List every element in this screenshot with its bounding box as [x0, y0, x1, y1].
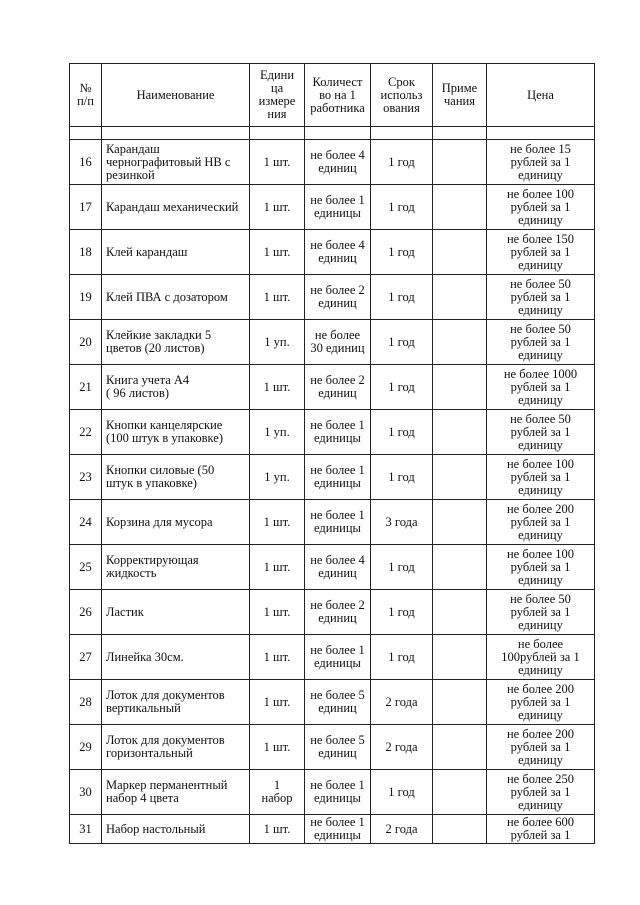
row-number	[70, 635, 102, 680]
table-row	[70, 185, 595, 230]
unit-of-measure	[250, 230, 305, 275]
row-number	[70, 770, 102, 815]
quantity-per-worker-text: не более 1 единицы	[310, 418, 365, 445]
usage-term	[371, 185, 433, 230]
unit-of-measure-text: 1 уп.	[264, 334, 290, 349]
price-cell	[487, 635, 595, 680]
row-number-text: 31	[79, 821, 92, 836]
price-cell	[487, 410, 595, 455]
usage-term-text: 1 год	[388, 199, 415, 214]
item-name-text: Кнопки силовые (50 штук в упаковке)	[106, 463, 215, 490]
header-row	[70, 64, 595, 127]
price-cell-text: не более 15 рублей за 1 единицу	[510, 141, 571, 182]
usage-term-text: 1 год	[388, 469, 415, 484]
item-name-text: Линейка 30см.	[106, 649, 184, 664]
quantity-per-worker	[305, 185, 371, 230]
row-number-text: 22	[79, 424, 92, 439]
usage-term	[371, 230, 433, 275]
unit-of-measure-text: 1 шт.	[263, 604, 291, 619]
quantity-per-worker-text: не более 4 единиц	[310, 238, 365, 265]
item-name-text: Клей ПВА с дозатором	[106, 289, 228, 304]
price-cell-text: не более 100рублей за 1 единицу	[501, 636, 580, 677]
table-row	[70, 635, 595, 680]
usage-term-text: 2 года	[385, 821, 418, 836]
price-cell-text: не более 200 рублей за 1 единицу	[506, 681, 575, 722]
quantity-per-worker	[305, 545, 371, 590]
quantity-per-worker-text: не более 1 единицы	[310, 508, 365, 535]
row-number-text: 21	[79, 379, 92, 394]
usage-term	[371, 140, 433, 185]
usage-term	[371, 635, 433, 680]
quantity-per-worker	[305, 140, 371, 185]
header-term: Срок использ ования	[371, 64, 433, 127]
quantity-per-worker-text: не более 1 единицы	[310, 643, 365, 670]
row-number	[70, 320, 102, 365]
item-name	[102, 725, 250, 770]
table-row	[70, 545, 595, 590]
usage-term	[371, 815, 433, 844]
usage-term-text: 2 года	[385, 694, 418, 709]
price-cell-text: не более 50 рублей за 1 единицу	[510, 411, 571, 452]
usage-term	[371, 365, 433, 410]
item-name	[102, 140, 250, 185]
row-number-text: 24	[79, 514, 92, 529]
price-cell	[487, 545, 595, 590]
quantity-per-worker-text: не более 1 единицы	[310, 778, 365, 805]
item-name	[102, 320, 250, 365]
row-number	[70, 230, 102, 275]
table-row	[70, 230, 595, 275]
usage-term	[371, 590, 433, 635]
usage-term-text: 3 года	[385, 514, 418, 529]
item-name-text: Клей карандаш	[106, 244, 188, 259]
quantity-per-worker-text: не более 4 единиц	[310, 148, 365, 175]
price-cell-text: не более 50 рублей за 1 единицу	[510, 591, 571, 632]
quantity-per-worker-text: не более 5 единиц	[310, 733, 365, 760]
item-name	[102, 545, 250, 590]
row-number-text: 17	[79, 199, 92, 214]
unit-of-measure	[250, 680, 305, 725]
price-cell-text: не более 50 рублей за 1 единицу	[510, 321, 571, 362]
table-row	[70, 500, 595, 545]
unit-of-measure	[250, 500, 305, 545]
item-name	[102, 770, 250, 815]
header-unit: Едини ца измере ния	[250, 64, 305, 127]
header-note: Приме чания	[433, 64, 487, 127]
usage-term-text: 1 год	[388, 604, 415, 619]
unit-of-measure	[250, 275, 305, 320]
table-row	[70, 680, 595, 725]
quantity-per-worker	[305, 320, 371, 365]
quantity-per-worker	[305, 590, 371, 635]
item-name	[102, 500, 250, 545]
spacer-row	[70, 127, 595, 140]
table-row	[70, 725, 595, 770]
table-row	[70, 320, 595, 365]
unit-of-measure	[250, 455, 305, 500]
supplies-table	[69, 63, 595, 844]
quantity-per-worker-text: не более 2 единиц	[310, 283, 365, 310]
unit-of-measure-text: 1 уп.	[264, 469, 290, 484]
usage-term	[371, 320, 433, 365]
quantity-per-worker	[305, 455, 371, 500]
quantity-per-worker	[305, 680, 371, 725]
item-name	[102, 635, 250, 680]
table-row	[70, 455, 595, 500]
quantity-per-worker	[305, 770, 371, 815]
price-cell	[487, 725, 595, 770]
row-number	[70, 365, 102, 410]
usage-term	[371, 680, 433, 725]
usage-term-text: 1 год	[388, 424, 415, 439]
notes-cell	[433, 410, 487, 455]
usage-term-text: 1 год	[388, 784, 415, 799]
notes-cell	[433, 725, 487, 770]
unit-of-measure-text: 1 шт.	[263, 514, 291, 529]
unit-of-measure	[250, 365, 305, 410]
item-name-text: Карандаш чернографитовый НВ с резинкой	[106, 141, 231, 182]
usage-term-text: 1 год	[388, 244, 415, 259]
row-number-text: 20	[79, 334, 92, 349]
item-name-text: Корректирующая жидкость	[106, 553, 199, 580]
item-name	[102, 185, 250, 230]
item-name-text: Набор настольный	[106, 821, 206, 836]
price-cell	[487, 590, 595, 635]
usage-term	[371, 770, 433, 815]
unit-of-measure-text: 1 шт.	[263, 379, 291, 394]
header-num: № п/п	[70, 64, 102, 127]
table-row	[70, 770, 595, 815]
unit-of-measure-text: 1 набор	[261, 778, 293, 805]
notes-cell	[433, 275, 487, 320]
row-number-text: 27	[79, 649, 92, 664]
unit-of-measure-text: 1 шт.	[263, 559, 291, 574]
usage-term	[371, 545, 433, 590]
unit-of-measure	[250, 815, 305, 844]
item-name-text: Ластик	[106, 604, 144, 619]
quantity-per-worker-text: не более 1 единицы	[310, 463, 365, 490]
unit-of-measure	[250, 545, 305, 590]
item-name	[102, 230, 250, 275]
notes-cell	[433, 590, 487, 635]
usage-term	[371, 275, 433, 320]
row-number	[70, 185, 102, 230]
notes-cell	[433, 635, 487, 680]
spacer-cell	[487, 127, 595, 140]
unit-of-measure-text: 1 шт.	[263, 694, 291, 709]
quantity-per-worker-text: не более 30 единиц	[310, 328, 365, 355]
unit-of-measure	[250, 140, 305, 185]
row-number-text: 16	[79, 154, 92, 169]
notes-cell	[433, 815, 487, 844]
row-number	[70, 140, 102, 185]
table-row	[70, 140, 595, 185]
notes-cell	[433, 320, 487, 365]
row-number	[70, 455, 102, 500]
unit-of-measure-text: 1 шт.	[263, 649, 291, 664]
quantity-per-worker	[305, 500, 371, 545]
price-cell-text: не более 100 рублей за 1 единицу	[506, 546, 575, 587]
notes-cell	[433, 545, 487, 590]
price-cell	[487, 365, 595, 410]
price-cell-text: не более 200 рублей за 1 единицу	[506, 501, 575, 542]
quantity-per-worker-text: не более 2 единиц	[310, 598, 365, 625]
usage-term	[371, 410, 433, 455]
item-name-text: Лоток для документов горизонтальный	[106, 733, 225, 760]
quantity-per-worker	[305, 410, 371, 455]
header-qty: Количест во на 1 работника	[305, 64, 371, 127]
quantity-per-worker	[305, 275, 371, 320]
quantity-per-worker	[305, 635, 371, 680]
unit-of-measure-text: 1 шт.	[263, 739, 291, 754]
header-price: Цена	[487, 64, 595, 127]
row-number	[70, 545, 102, 590]
spacer-cell	[305, 127, 371, 140]
usage-term-text: 2 года	[385, 739, 418, 754]
usage-term-text: 1 год	[388, 559, 415, 574]
price-cell-text: не более 200 рублей за 1 единицу	[506, 726, 575, 767]
row-number-text: 18	[79, 244, 92, 259]
price-cell-text: не более 600 рублей за 1	[506, 815, 575, 842]
quantity-per-worker	[305, 815, 371, 844]
unit-of-measure	[250, 185, 305, 230]
spacer-cell	[250, 127, 305, 140]
usage-term	[371, 455, 433, 500]
item-name	[102, 590, 250, 635]
table-row	[70, 590, 595, 635]
item-name-text: Кнопки канцелярские (100 штук в упаковке)	[106, 418, 223, 445]
price-cell-text: не более 50 рублей за 1 единицу	[510, 276, 571, 317]
table-row	[70, 365, 595, 410]
notes-cell	[433, 185, 487, 230]
item-name-text: Книга учета А4 ( 96 листов)	[106, 373, 190, 400]
unit-of-measure-text: 1 шт.	[263, 199, 291, 214]
unit-of-measure-text: 1 шт.	[263, 289, 291, 304]
item-name-text: Лоток для документов вертикальный	[106, 688, 225, 715]
price-cell	[487, 680, 595, 725]
notes-cell	[433, 230, 487, 275]
usage-term-text: 1 год	[388, 334, 415, 349]
item-name	[102, 275, 250, 320]
quantity-per-worker-text: не более 1 единицы	[310, 193, 365, 220]
notes-cell	[433, 770, 487, 815]
item-name-text: Маркер перманентный набор 4 цвета	[106, 778, 228, 805]
spacer-cell	[70, 127, 102, 140]
row-number-text: 28	[79, 694, 92, 709]
price-cell	[487, 320, 595, 365]
quantity-per-worker-text: не более 5 единиц	[310, 688, 365, 715]
notes-cell	[433, 365, 487, 410]
item-name	[102, 680, 250, 725]
row-number-text: 29	[79, 739, 92, 754]
notes-cell	[433, 455, 487, 500]
price-cell	[487, 455, 595, 500]
unit-of-measure-text: 1 шт.	[263, 154, 291, 169]
row-number	[70, 275, 102, 320]
row-number	[70, 500, 102, 545]
row-number-text: 30	[79, 784, 92, 799]
row-number	[70, 725, 102, 770]
item-name-text: Корзина для мусора	[106, 514, 213, 529]
price-cell-text: не более 100 рублей за 1 единицу	[506, 186, 575, 227]
notes-cell	[433, 680, 487, 725]
table-row	[70, 410, 595, 455]
row-number-text: 26	[79, 604, 92, 619]
quantity-per-worker	[305, 230, 371, 275]
usage-term	[371, 500, 433, 545]
unit-of-measure-text: 1 уп.	[264, 424, 290, 439]
price-cell	[487, 140, 595, 185]
table-row	[70, 815, 595, 844]
row-number-text: 23	[79, 469, 92, 484]
unit-of-measure	[250, 725, 305, 770]
quantity-per-worker-text: не более 4 единиц	[310, 553, 365, 580]
row-number-text: 25	[79, 559, 92, 574]
notes-cell	[433, 140, 487, 185]
quantity-per-worker	[305, 365, 371, 410]
row-number	[70, 410, 102, 455]
usage-term-text: 1 год	[388, 289, 415, 304]
unit-of-measure	[250, 635, 305, 680]
price-cell	[487, 275, 595, 320]
spacer-cell	[371, 127, 433, 140]
unit-of-measure	[250, 320, 305, 365]
header-name: Наименование	[102, 64, 250, 127]
price-cell-text: не более 250 рублей за 1 единицу	[506, 771, 575, 812]
price-cell	[487, 770, 595, 815]
notes-cell	[433, 500, 487, 545]
price-cell	[487, 230, 595, 275]
item-name	[102, 455, 250, 500]
price-cell	[487, 815, 595, 844]
price-cell-text: не более 1000 рублей за 1 единицу	[503, 366, 578, 407]
item-name-text: Клейкие закладки 5 цветов (20 листов)	[106, 328, 212, 355]
item-name	[102, 365, 250, 410]
row-number-text: 19	[79, 289, 92, 304]
item-name	[102, 410, 250, 455]
price-cell	[487, 185, 595, 230]
item-name-text: Карандаш механический	[106, 199, 239, 214]
spacer-cell	[433, 127, 487, 140]
usage-term-text: 1 год	[388, 379, 415, 394]
row-number	[70, 680, 102, 725]
usage-term-text: 1 год	[388, 154, 415, 169]
unit-of-measure	[250, 590, 305, 635]
quantity-per-worker-text: не более 2 единиц	[310, 373, 365, 400]
usage-term-text: 1 год	[388, 649, 415, 664]
quantity-per-worker-text: не более 1 единицы	[310, 815, 365, 842]
usage-term	[371, 725, 433, 770]
unit-of-measure	[250, 410, 305, 455]
spacer-cell	[102, 127, 250, 140]
unit-of-measure-text: 1 шт.	[263, 244, 291, 259]
quantity-per-worker	[305, 725, 371, 770]
row-number	[70, 590, 102, 635]
price-cell-text: не более 150 рублей за 1 единицу	[506, 231, 575, 272]
unit-of-measure	[250, 770, 305, 815]
price-cell	[487, 500, 595, 545]
unit-of-measure-text: 1 шт.	[263, 821, 291, 836]
table-row	[70, 275, 595, 320]
price-cell-text: не более 100 рублей за 1 единицу	[506, 456, 575, 497]
row-number	[70, 815, 102, 844]
item-name	[102, 815, 250, 844]
